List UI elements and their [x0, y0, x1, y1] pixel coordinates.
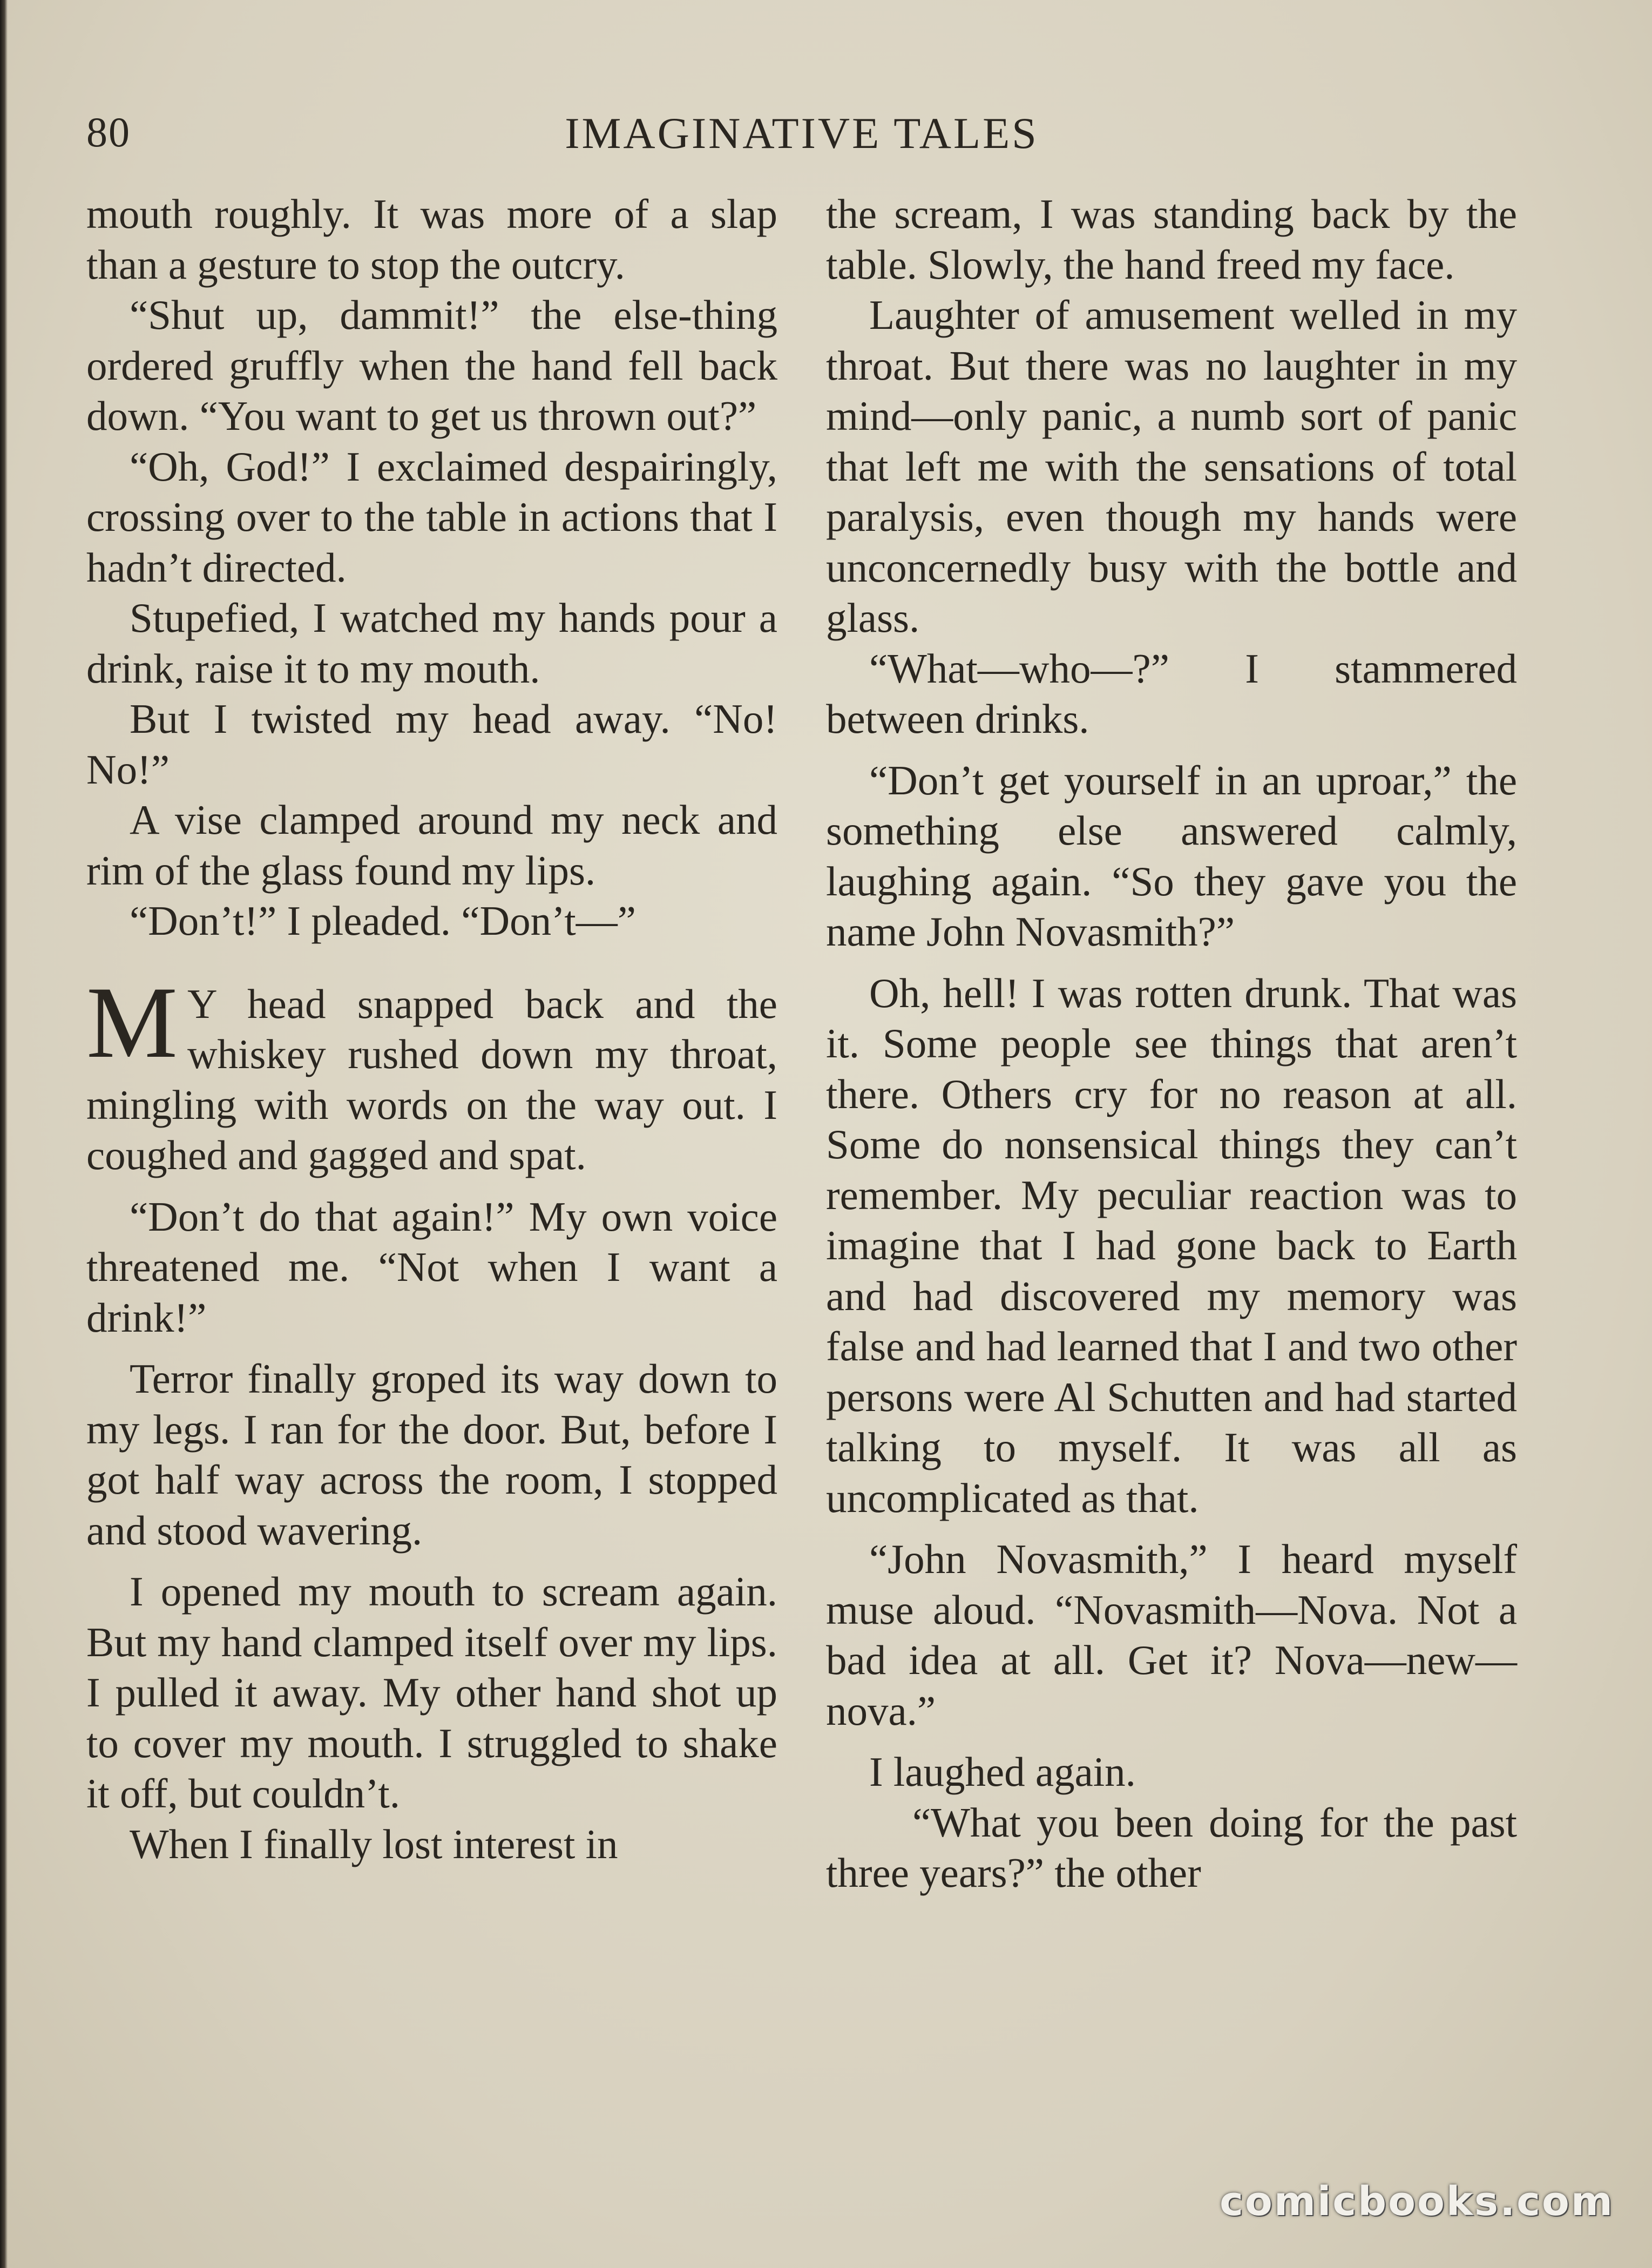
left-column	[86, 189, 777, 1869]
paragraph: Laughter of amusement welled in my throat. But there was no laughter in my mind—only panic, a numb sort of panic that left me with the sensations of total paralysis, even though my hands were unconcernedly busy with the bottle and glass.	[826, 292, 1517, 641]
paragraph: Oh, hell! I was rotten drunk. That was it. Some people see things that aren’t there. Others cry for no reason at all. Some do nonsensical things they can’t remember. My peculiar reaction was to imagine that I had gone back to Earth and had discovered my memory was false and had learned that I and two other persons were Al Schutten and had started talking to myself. It was all as uncomplicated as that.	[826, 969, 1517, 1521]
page-number: 80	[86, 109, 131, 156]
paragraph: I laughed again.	[869, 1749, 1136, 1795]
paragraph: “John Novasmith,” I heard myself muse aloud. “Novasmith—Nova. Not a bad idea at all. Get it? Nova—new—nova.”	[826, 1536, 1517, 1734]
paragraph: “Shut up, dammit!” the else-thing ordered gruffly when the hand fell back down. “You want to get us thrown out?”	[86, 292, 777, 439]
paragraph: “What—who—?” I stammered between drinks.	[826, 645, 1517, 742]
watermark-logo: comicbooks.com	[1220, 2178, 1614, 2225]
right-column	[826, 189, 1517, 1899]
drop-cap: M	[86, 966, 178, 1079]
paragraph: But I twisted my head away. “No! No!”	[86, 696, 777, 793]
page-header	[86, 103, 1517, 167]
page-binding-edge	[0, 0, 8, 2268]
paragraph: “Don’t do that again!” My own voice threatened me. “Not when I want a drink!”	[86, 1193, 777, 1341]
paragraph: “Don’t!” I pleaded. “Don’t—”	[130, 897, 636, 944]
paragraph: When I finally lost interest in	[130, 1820, 618, 1867]
paragraph: “Don’t get yourself in an uproar,” the something else answered calmly, laughing again. “So they gave you the name John Novasmith?”	[826, 757, 1517, 955]
paragraph: mouth roughly. It was more of a slap than a gesture to stop the outcry.	[86, 191, 777, 288]
paragraph-text: Y head snapped back and the whiskey rushed down my throat, mingling with words on the way out. I coughed and gagged and spat.	[86, 980, 777, 1178]
paragraph: Stupefied, I watched my hands pour a drink, raise it to my mouth.	[86, 595, 777, 692]
paragraph: A vise clamped around my neck and rim of the glass found my lips.	[86, 796, 777, 894]
paragraph: I opened my mouth to scream again. But my hand clamped itself over my lips. I pulled it away. My other hand shot up to cover my mouth. I struggled to shake it off, but couldn’t.	[86, 1568, 777, 1817]
section-opening-paragraph	[86, 966, 777, 1181]
running-title: IMAGINATIVE TALES	[565, 109, 1039, 158]
paragraph: the scream, I was standing back by the table. Slowly, the hand freed my face.	[826, 191, 1517, 288]
paragraph: Terror finally groped its way down to my legs. I ran for the door. But, before I got half way across the room, I stopped and stood wavering.	[86, 1355, 777, 1554]
paragraph: “What you been doing for the past three years?” the other	[826, 1799, 1517, 1896]
paragraph: “Oh, God!” I exclaimed despairingly, crossing over to the table in actions that I hadn’t directed.	[86, 443, 777, 591]
